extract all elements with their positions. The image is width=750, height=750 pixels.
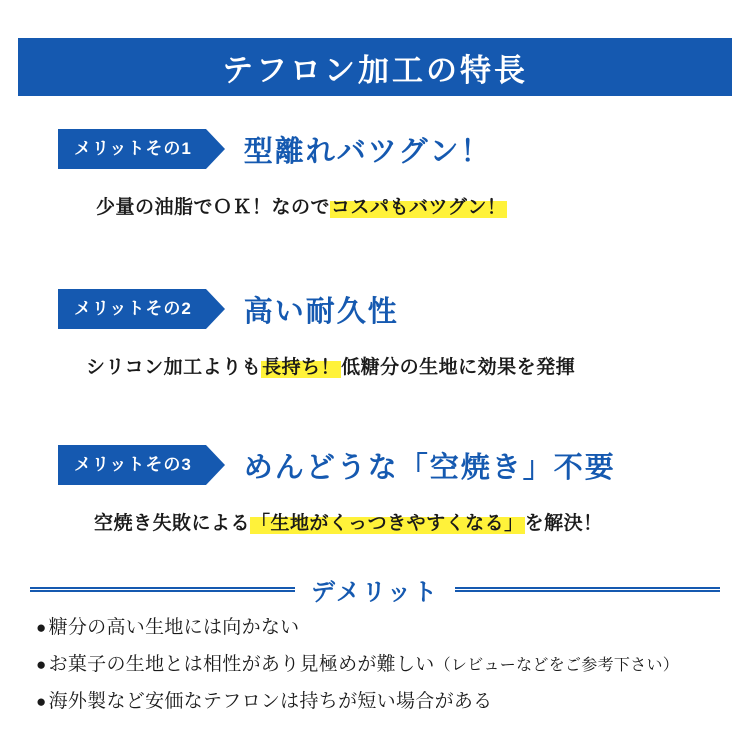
merit-2-description [86,352,718,379]
merit-2-header [58,288,718,330]
list-item [36,692,736,711]
merit-2-tag: メリットその2 [58,289,206,329]
divider-left [30,587,295,592]
list-item [36,618,736,637]
demerit-item-note: （レビューなどをご参考下さい） [434,657,680,674]
demerit-section-header [30,572,720,606]
bullet-icon: ● [36,618,47,637]
demerit-label: デメリット [310,579,440,606]
demerit-item-text: 糖分の高い生地には向かない [48,617,300,638]
merit-1-desc-highlight: コスパもバツグン！ [331,197,507,218]
merit-1-desc-part1: 少量の油脂でＯＫ！なので [96,197,331,218]
page-title: テフロン加工の特長 [222,52,528,88]
bullet-icon: ● [36,655,47,674]
merit-2-desc-part1: シリコン加工よりも [86,357,262,378]
demerit-list [36,618,736,729]
merit-3-desc-part2: を解決！ [524,513,603,534]
list-item [36,655,736,674]
merit-1-title: 型離れバツグン！ [243,135,492,168]
merit-1-description [96,192,718,219]
divider-right [455,587,720,592]
merit-2-desc-highlight: 長持ち！ [262,357,341,378]
merit-1-header [58,128,718,170]
bullet-icon: ● [36,692,47,711]
merit-3-description [94,508,718,535]
merit-2-title: 高い耐久性 [243,295,399,328]
merit-3-header [58,444,718,486]
demerit-item-text: お菓子の生地とは相性があり見極めが難しい [48,654,435,675]
merit-3-desc-highlight: 「生地がくっつきやすくなる」 [251,513,524,534]
merit-block-2 [58,288,718,379]
merit-block-1 [58,128,718,219]
merit-3-title: めんどうな「空焼き」不要 [243,451,616,484]
page-title-bar [18,38,732,96]
merit-3-desc-part1: 空焼き失敗による [94,513,251,534]
merit-1-tag: メリットその1 [58,129,206,169]
merit-2-desc-part2: 低糖分の生地に効果を発揮 [341,357,576,378]
demerit-item-text: 海外製など安価なテフロンは持ちが短い場合がある [48,691,493,712]
merit-block-3 [58,444,718,535]
merit-3-tag: メリットその3 [58,445,206,485]
